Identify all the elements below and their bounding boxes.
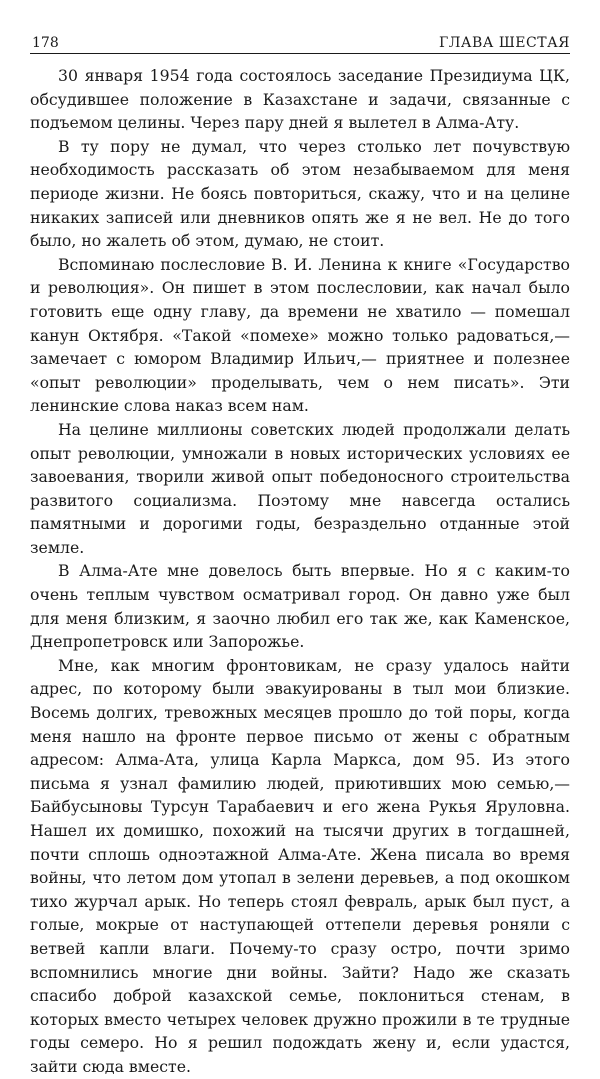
paragraph-5: В Алма-Ате мне довелось быть впервые. Но я с каким-то очень теплым чувством осматривал город. Он давно уже был для меня близким, я заочно любил его так же, как Каменское, Днепропетровск или Запорожье. bbox=[30, 561, 570, 652]
page-number: 178 bbox=[32, 35, 59, 51]
book-page bbox=[30, 28, 570, 1079]
paragraph-4: На целине миллионы советских людей продолжали делать опыт революции, умножали в новых исторических условиях ее завоевания, творили живой опыт победоносного строительства развитого социализма. Поэтому мне навсегда остались памятными и дорогими годы, безраздельно отданные этой земле. bbox=[30, 419, 570, 557]
header-rule bbox=[30, 53, 570, 54]
chapter-title: ГЛАВА ШЕСТАЯ bbox=[438, 35, 570, 51]
paragraph-3: Вспоминаю послесловие В. И. Ленина к книге «Государство и революция». Он пишет в этом послесловии, как начал было готовить еще одну главу, да времени не хватило — помешал канун Октября. «Такой «помехе» можно только радоваться,— замечает с юмором Владимир Ильич,— приятнее и полезнее «опыт революции» проделывать, чем о нем писать». Эти ленинские слова наказ всем нам. bbox=[30, 254, 570, 416]
paragraph-1: 30 января 1954 года состоялось заседание Президиума ЦК, обсудившее положение в Казахстане и задачи, связанные с подъемом целины. Через пару дней я вылетел в Алма-Ату. bbox=[30, 66, 570, 133]
paragraph-2: В ту пору не думал, что через столько лет почувствую необходимость рассказать об этом незабываемом для меня периоде жизни. Не боясь повториться, скажу, что и на целине никаких записей или дневников опять же я не вел. Не до того было, но жалеть об этом, думаю, не стоит. bbox=[30, 136, 570, 251]
running-head bbox=[30, 28, 570, 50]
body-text bbox=[30, 64, 570, 1079]
paragraph-6: Мне, как многим фронтовикам, не сразу удалось найти адрес, по которому были эвакуированы в тыл мои близкие. Восемь долгих, тревожных месяцев прошло до той поры, когда меня нашло на фронте первое письмо от жены с обратным адресом: Алма-Ата, улица Карла Маркса, дом 95. Из этого письма я узнал фамилию людей, приютивших мою семью,— Байбусыновы Турсун Тарабаевич и его жена Рукья Яруловна. Нашел их домишко, похожий на тысячи других в тогдашней, почти сплошь одноэтажной Алма-Ате. Жена писала во время войны, что летом дом утопал в зелени деревьев, а под окошком тихо журчал арык. Но теперь стоял февраль, арык был пуст, а голые, мокрые от наступающей оттепели деревья роняли с ветвей капли влаги. Почему-то сразу остро, почти зримо вспомнились многие дни войны. Зайти? Надо же сказать спасибо доброй казахской семье, поклониться стенам, в которых вместо четырех человек дружно прожили в те трудные годы семеро. Но я решил подождать жену и, если удастся, зайти сюда вместе. bbox=[30, 655, 570, 1076]
